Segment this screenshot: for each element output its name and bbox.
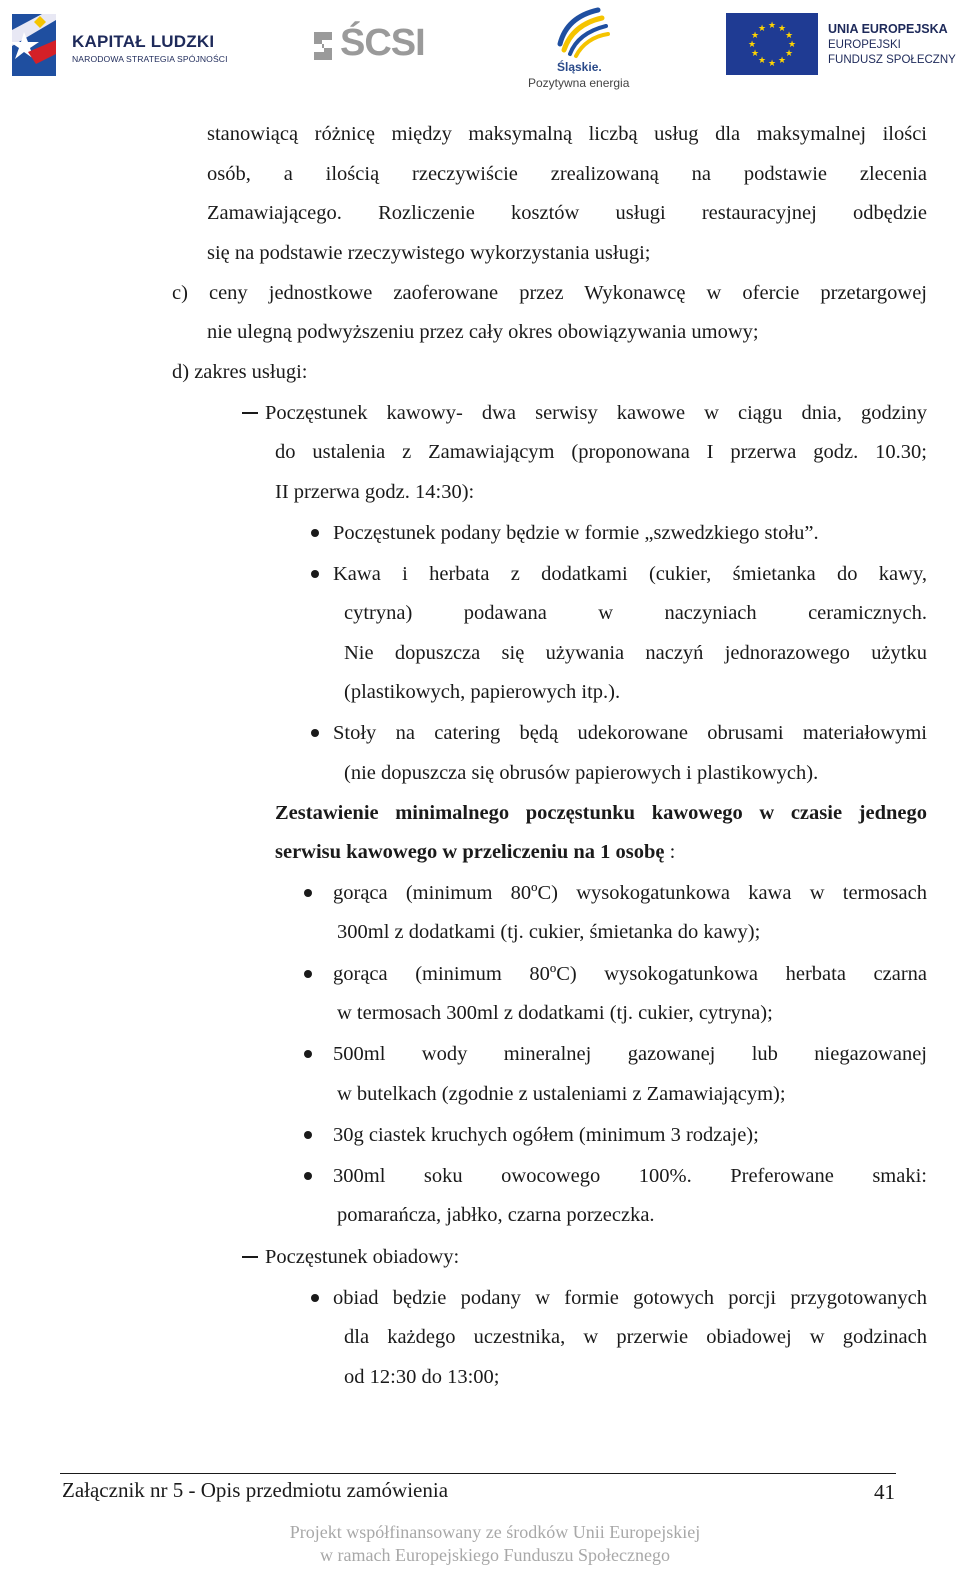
bullet [304, 1131, 312, 1139]
list-item-d: d) zakres usługi: [172, 361, 308, 383]
text-line: 300ml z dodatkami (tj. cukier, śmietanka do kawy); [337, 921, 761, 943]
coffee-break-item: Poczęstunek kawowy- dwa serwisy kawowe w ciągu dnia, godziny [265, 402, 927, 424]
bullet [311, 729, 319, 737]
bullet [304, 1050, 312, 1058]
funding-note-line1: Projekt współfinansowany ze środków Unii Europejskiej [289, 1522, 701, 1542]
bullet [304, 889, 312, 897]
eu-logo-line1: UNIA EUROPEJSKA [828, 22, 948, 36]
text-line: od 12:30 do 13:00; [344, 1366, 500, 1388]
svg-text:★: ★ [750, 49, 760, 59]
list-item: obiad będzie podany w formie gotowych porcji przygotowanych [333, 1287, 927, 1309]
svg-text:★: ★ [747, 40, 757, 50]
bullet [304, 1172, 312, 1180]
eu-logo [726, 13, 958, 77]
svg-text:★: ★ [767, 59, 777, 69]
slaskie-name: Śląskie. [557, 60, 602, 74]
bullet [311, 529, 319, 537]
section-heading-line2 [275, 839, 675, 865]
lunch-item: Poczęstunek obiadowy: [265, 1246, 460, 1268]
svg-text:★: ★ [750, 31, 760, 41]
text-line: II przerwa godz. 14:30): [275, 481, 475, 503]
menu-item: gorąca (minimum 80ºC) wysokogatunkowa kawa w termosach [333, 882, 927, 904]
svg-text:★: ★ [757, 56, 767, 66]
dash-marker [242, 412, 258, 414]
bullet [304, 970, 312, 978]
menu-item: 30g ciastek kruchych ogółem (minimum 3 rodzaje); [333, 1124, 759, 1146]
text-line: cytryna) podawana w naczyniach ceramicznych. [344, 602, 927, 624]
list-item: Poczęstunek podany będzie w formie „szwedzkiego stołu”. [333, 522, 819, 544]
text-line: (plastikowych, papierowych itp.). [344, 681, 621, 703]
text-line: pomarańcza, jabłko, czarna porzeczka. [337, 1204, 655, 1226]
kapital-ludzki-emblem-icon [6, 10, 66, 80]
section-heading-text: serwisu kawowego w przeliczeniu na 1 osobę [275, 841, 665, 863]
bullet [311, 570, 319, 578]
bullet [311, 1294, 319, 1302]
svg-text:★: ★ [757, 24, 767, 34]
slaskie-swirl-icon [520, 4, 640, 60]
menu-item: gorąca (minimum 80ºC) wysokogatunkowa herbata czarna [333, 963, 927, 985]
menu-item: 500ml wody mineralnej gazowanej lub niegazowanej [333, 1043, 927, 1065]
scsi-mark-icon [310, 28, 338, 64]
footer-rule [60, 1473, 896, 1474]
eu-logo-line3: FUNDUSZ SPOŁECZNY [828, 54, 956, 66]
scsi-logo [310, 22, 450, 68]
eu-logo-line2: EUROPEJSKI [828, 39, 901, 51]
footer-title: Załącznik nr 5 - Opis przedmiotu zamówienia [62, 1478, 449, 1502]
kapital-ludzki-logo [6, 10, 256, 80]
scsi-wordmark: ŚCSI [340, 22, 425, 64]
text-line: się na podstawie rzeczywistego wykorzystania usługi; [207, 242, 651, 264]
slaskie-tagline: Pozytywna energia [528, 76, 630, 90]
text-line: nie ulegną podwyższeniu przez cały okres obowiązywania umowy; [207, 321, 759, 343]
svg-text:★: ★ [784, 49, 794, 59]
text-line: w butelkach (zgodnie z ustaleniami z Zamawiającym); [337, 1083, 786, 1105]
section-heading-colon: : [664, 841, 676, 863]
text-line: Zamawiającego. Rozliczenie kosztów usługi restauracyjnej odbędzie [207, 202, 927, 224]
text-line: stanowiącą różnicę między maksymalną liczbą usług dla maksymalnej ilości [207, 123, 927, 145]
slaskie-logo [520, 4, 640, 94]
menu-item: 300ml soku owocowego 100%. Preferowane smaki: [333, 1165, 927, 1187]
eu-flag-icon [726, 13, 818, 75]
svg-text:★: ★ [784, 31, 794, 41]
text-line: (nie dopuszcza się obrusów papierowych i plastikowych). [344, 762, 819, 784]
text-line: dla każdego uczestnika, w przerwie obiadowej w godzinach [344, 1326, 927, 1348]
text-line: Nie dopuszcza się używania naczyń jednorazowego użytku [344, 642, 927, 664]
list-item: Kawa i herbata z dodatkami (cukier, śmietanka do kawy, [333, 563, 927, 585]
kapital-ludzki-title: KAPITAŁ LUDZKI [72, 32, 215, 51]
section-heading: Zestawienie minimalnego poczęstunku kawowego w czasie jednego [275, 802, 927, 824]
text-line: osób, a ilością rzeczywiście zrealizowaną na podstawie zlecenia [207, 163, 927, 185]
funding-note-line2: w ramach Europejskiego Funduszu Społecznego [320, 1545, 670, 1565]
list-item: Stoły na catering będą udekorowane obrusami materiałowymi [333, 722, 927, 744]
svg-text:★: ★ [777, 56, 787, 66]
kapital-ludzki-subtitle: NARODOWA STRATEGIA SPÓJNOŚCI [72, 54, 228, 64]
text-line: w termosach 300ml z dodatkami (tj. cukier, cytryna); [337, 1002, 773, 1024]
text-line: do ustalenia z Zamawiającym (proponowana I przerwa godz. 10.30; [275, 441, 927, 463]
svg-text:★: ★ [767, 21, 777, 31]
svg-text:★: ★ [787, 40, 797, 50]
list-item-c: c) ceny jednostkowe zaoferowane przez Wykonawcę w ofercie przetargowej [172, 282, 927, 304]
dash-marker [242, 1256, 258, 1258]
svg-text:★: ★ [777, 24, 787, 34]
page-number: 41 [874, 1480, 895, 1504]
